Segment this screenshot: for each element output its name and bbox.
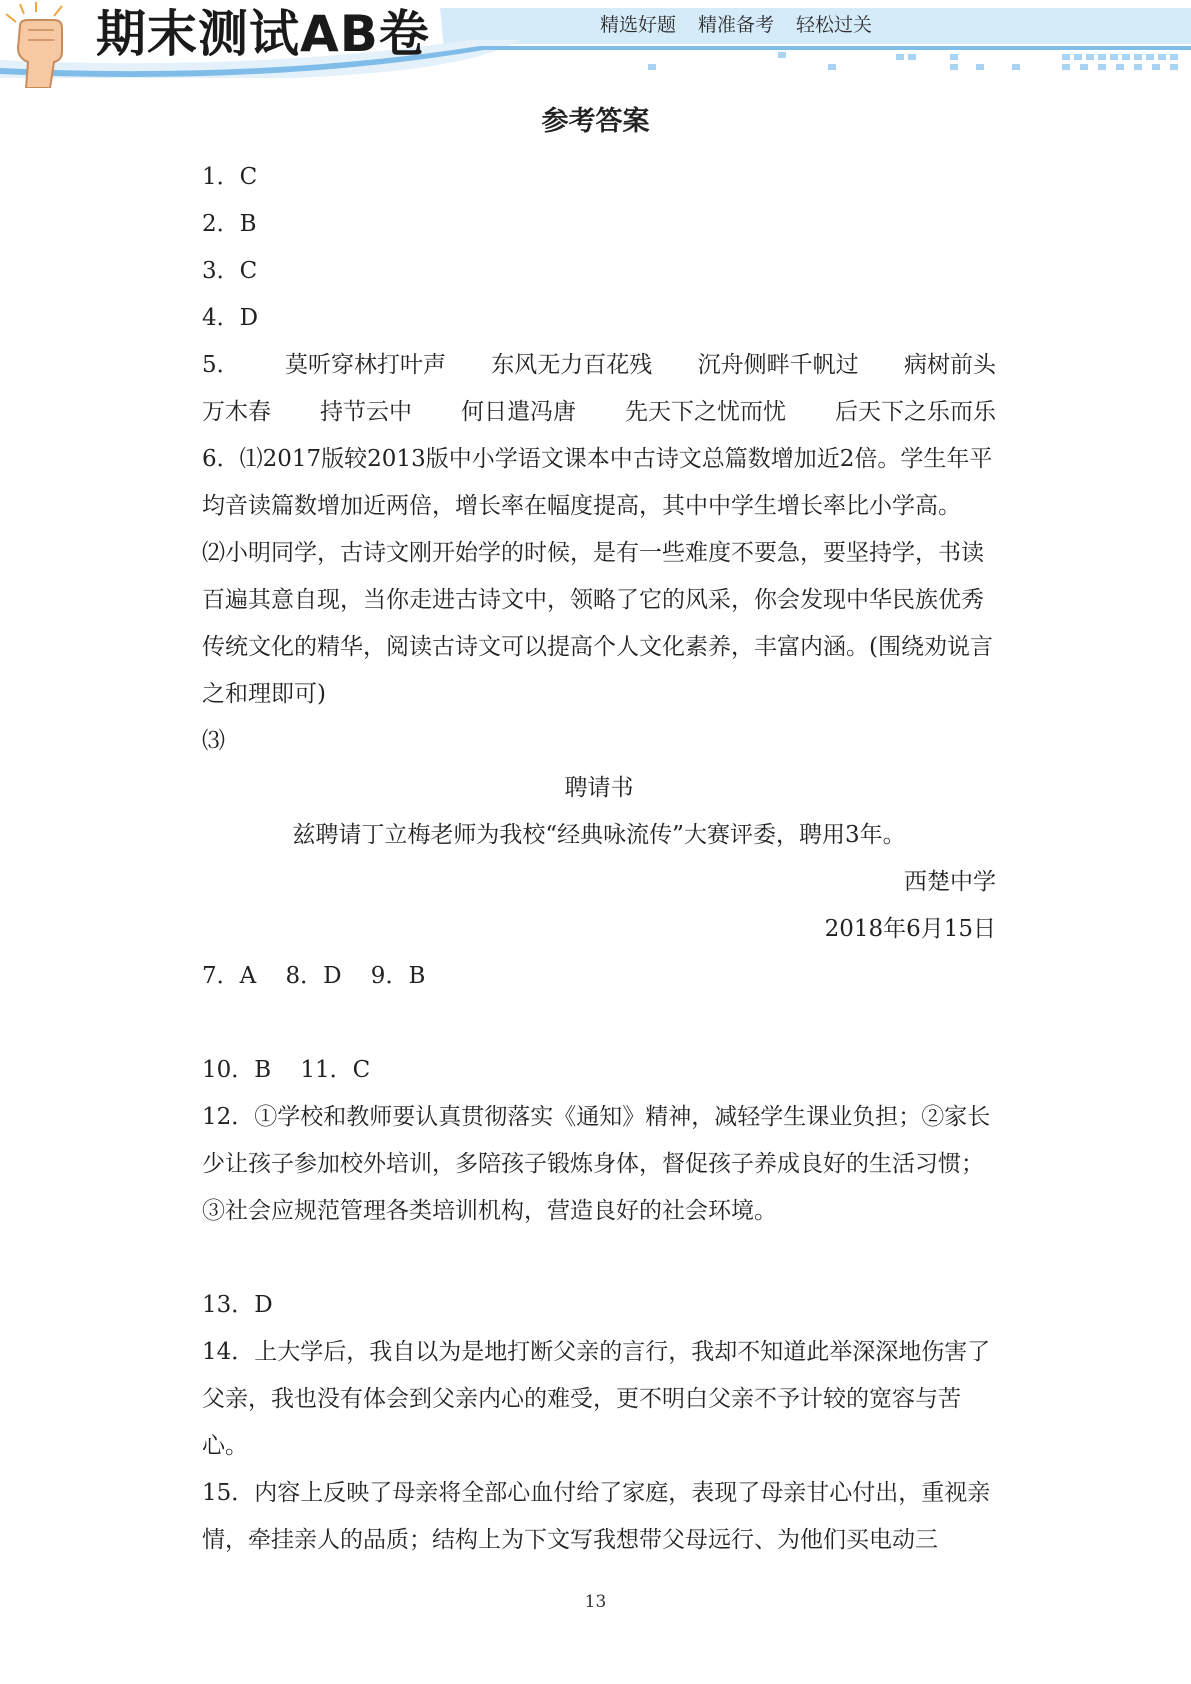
letter-date: 2018年6月15日 [824, 916, 996, 942]
answers-10-11: 10．B 11．C [202, 1057, 371, 1083]
answer-5-line-1 [202, 342, 996, 389]
answer-14: 14．上大学后，我自以为是地打断父亲的言行，我却不知道此举深深地伤害了父亲，我也没有体会到父亲内心的难受，更不明白父亲不予计较的宽容与苦心。 [202, 1339, 991, 1459]
slogan-item: 精准备考 [698, 14, 775, 36]
raised-fist-icon [0, 0, 80, 88]
poem-line: 何日遣冯唐 [461, 399, 576, 425]
poem-line: 莫听穿林打叶声 [284, 352, 446, 378]
answer-1: 1．C [202, 164, 258, 190]
answer-2: 2．B [202, 211, 257, 237]
answer-12: 12．①学校和教师要认真贯彻落实《通知》精神，减轻学生课业负担；②家长少让孩子参加校外培训，多陪孩子锻炼身体，督促孩子养成良好的生活习惯；③社会应规范管理各类培训机构，营造良好的社会环境。 [202, 1104, 991, 1224]
letter-title: 聘请书 [564, 775, 634, 801]
answer-6-part-2: ⑵小明同学，古诗文刚开始学的时候，是有一些难度不要急，要坚持学，书读百遍其意自现，当你走进古诗文中，领略了它的风采，你会发现中华民族优秀传统文化的精华，阅读古诗文可以提高个人文化素养，丰富内涵。(围绕劝说言之和理即可) [202, 540, 993, 707]
slogan-item: 轻松过关 [796, 14, 873, 36]
page-number: 13 [584, 1592, 607, 1612]
poem-line: 病树前头 [903, 352, 996, 378]
answer-13: 13．D [202, 1292, 273, 1318]
answer-15: 15．内容上反映了母亲将全部心血付给了家庭，表现了母亲甘心付出，重视亲情，牵挂亲人的品质；结构上为下文写我想带父母远行、为他们买电动三 [202, 1480, 991, 1553]
answer-6-part-3-label: ⑶ [202, 728, 225, 754]
answer-content [202, 154, 996, 1564]
blank-line [202, 1235, 996, 1282]
poem-line: 先天下之忧而忧 [625, 399, 786, 425]
blank-line [202, 1000, 996, 1047]
answer-6-part-1: 6．⑴2017版较2013版中小学语文课本中古诗文总篇数增加近2倍。学生年平均音读篇数增加近两倍，增长率在幅度提高，其中中学生增长率比小学高。 [202, 446, 993, 519]
poem-line: 万木春 [202, 399, 271, 425]
answer-5-line-2 [202, 389, 996, 436]
answer-4: 4．D [202, 305, 259, 331]
poem-line: 沉舟侧畔千帆过 [697, 352, 859, 378]
slogan-item: 精选好题 [600, 14, 677, 36]
answer-3: 3．C [202, 258, 258, 284]
answer-5-number: 5． [202, 352, 240, 378]
letter-body: 兹聘请丁立梅老师为我校“经典咏流传”大赛评委，聘用3年。 [292, 822, 906, 848]
page-title: 参考答案 [541, 106, 650, 137]
letter-signature: 西楚中学 [904, 869, 996, 895]
poem-line: 后天下之乐而乐 [835, 399, 996, 425]
answers-7-9: 7．A 8．D 9．B [202, 963, 426, 989]
series-title: 期末测试AB卷 [96, 5, 430, 63]
header-slogans [600, 10, 872, 38]
header-banner [0, 0, 1191, 90]
poem-line: 持节云中 [320, 399, 412, 425]
poem-line: 东风无力百花残 [491, 352, 653, 378]
